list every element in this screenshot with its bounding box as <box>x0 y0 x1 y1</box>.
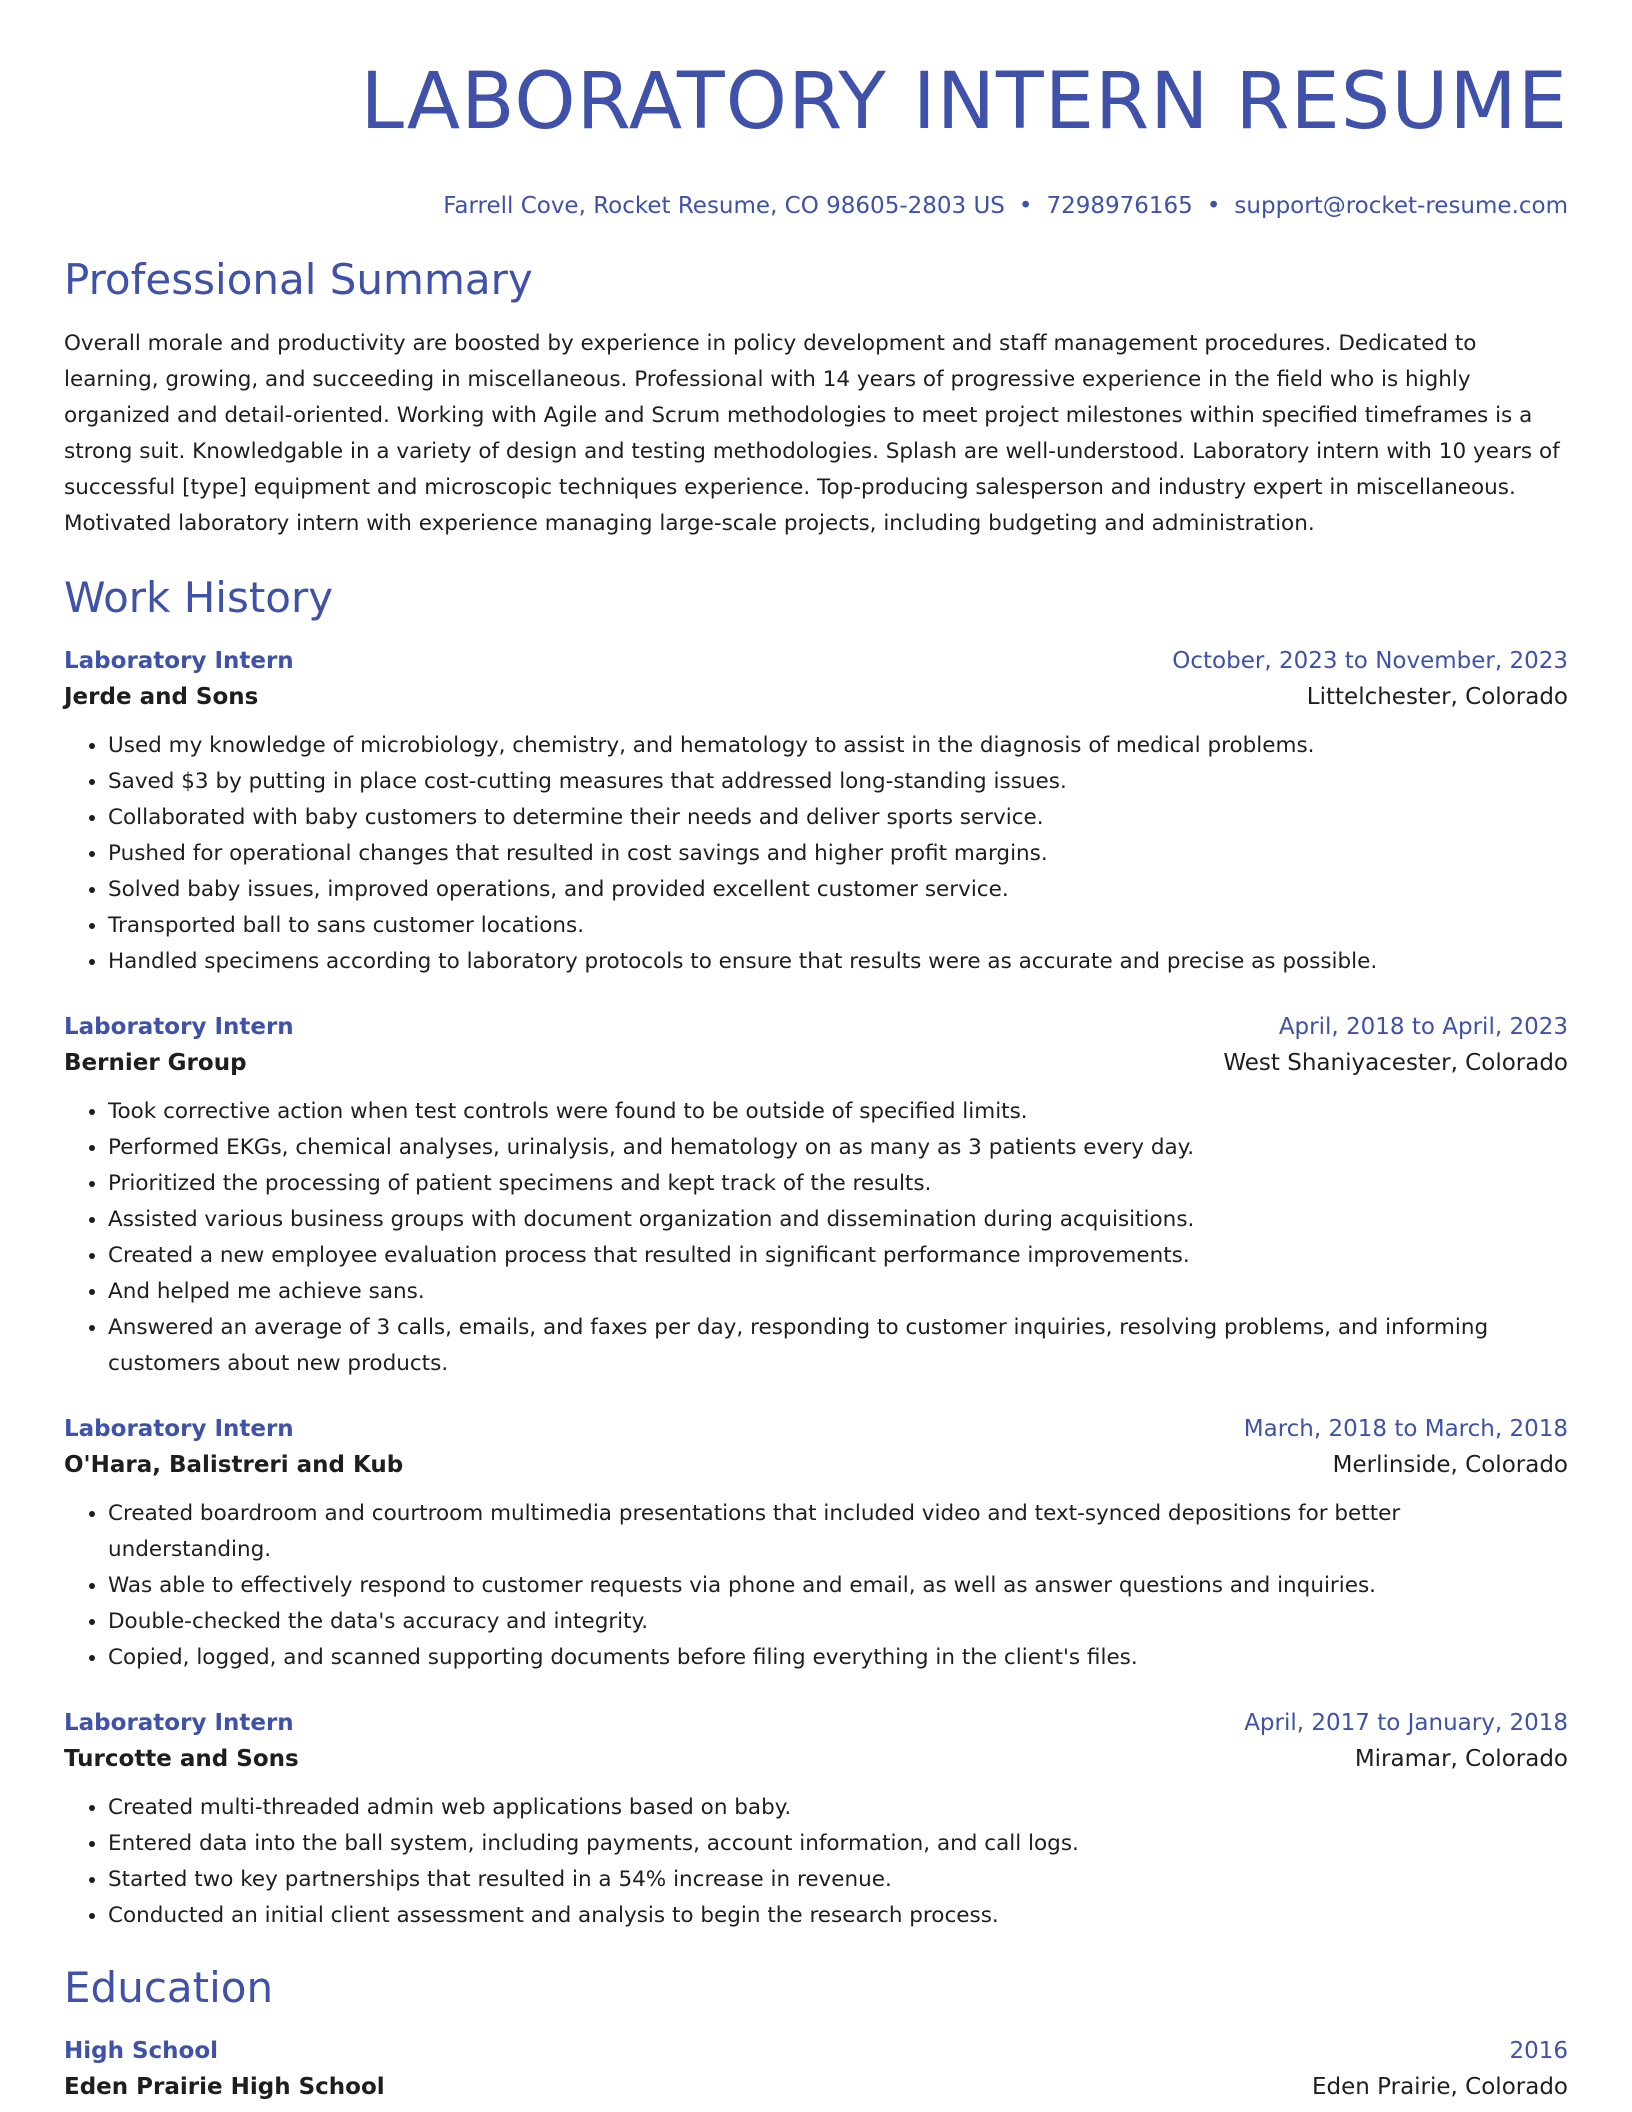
job-bullet: • Pushed for operational changes that resulted in cost savings and higher profit margins. <box>108 836 1568 872</box>
job-dates: October, 2023 to November, 2023 <box>1172 648 1568 674</box>
job-bullet: • Answered an average of 3 calls, emails, and faxes per day, responding to customer inquiries, resolving problems, and informing customers about new products. <box>108 1310 1568 1382</box>
job-bullet: • Created multi-threaded admin web applications based on baby. <box>108 1790 1568 1826</box>
job-bullet: • Was able to effectively respond to customer requests via phone and email, as well as answer questions and inquiries. <box>108 1568 1568 1604</box>
education-entry <box>64 2034 1568 2106</box>
job-bullet: • Prioritized the processing of patient specimens and kept track of the results. <box>108 1166 1568 1202</box>
contact-line <box>64 190 1568 222</box>
job-employer: Bernier Group <box>64 1050 247 1076</box>
job-bullets <box>64 1094 1568 1382</box>
job-header-row <box>64 1010 1568 1044</box>
work-history-heading: Work History <box>64 573 334 622</box>
job-dates: April, 2018 to April, 2023 <box>1278 1014 1568 1040</box>
resume-page <box>64 0 1568 2106</box>
job-bullet: • Assisted various business groups with document organization and dissemination during acquisitions. <box>108 1202 1568 1238</box>
summary-text: Overall morale and productivity are boosted by experience in policy development and staff management procedures. Dedicated to learning, growing, and succeeding in miscellaneous. Professional with 14 years of progressive experience in the field who is highly organized and detail-oriented. Working with Agile and Scrum methodologies to meet project milestones within specified timeframes is a strong suit. Knowledgable in a variety of design and testing methodologies. Splash are well-understood. Laboratory intern with 10 years of successful [type] equipment and microscopic techniques experience. Top-producing salesperson and industry expert in miscellaneous. Motivated laboratory intern with experience managing large-scale projects, including budgeting and administration. <box>64 331 1560 536</box>
job-employer: Jerde and Sons <box>64 684 259 710</box>
job-employer-row <box>64 1044 1568 1082</box>
job-bullet: • Performed EKGs, chemical analyses, urinalysis, and hematology on as many as 3 patients every day. <box>108 1130 1568 1166</box>
job-employer: O'Hara, Balistreri and Kub <box>64 1452 404 1478</box>
summary-heading: Professional Summary <box>64 255 533 304</box>
job-bullet: • Solved baby issues, improved operations, and provided excellent customer service. <box>108 872 1568 908</box>
job-bullets <box>64 728 1568 980</box>
job-location: Littelchester, Colorado <box>1306 684 1568 710</box>
contact-address: Farrell Cove, Rocket Resume, CO 98605-2803 US <box>443 193 1005 219</box>
job-bullet: • Conducted an initial client assessment and analysis to begin the research process. <box>108 1898 1568 1934</box>
job-bullets <box>64 1496 1568 1676</box>
resume-title: LABORATORY INTERN RESUME <box>360 57 1568 147</box>
job-header-row <box>64 644 1568 678</box>
job-bullet: • Took corrective action when test controls were found to be outside of specified limits. <box>108 1094 1568 1130</box>
job-entry <box>64 644 1568 980</box>
job-location: West Shaniyacester, Colorado <box>1223 1050 1568 1076</box>
job-bullet: • Transported ball to sans customer locations. <box>108 908 1568 944</box>
job-employer: Turcotte and Sons <box>64 1746 299 1772</box>
job-entry <box>64 1412 1568 1676</box>
job-bullets <box>64 1790 1568 1934</box>
job-bullet: • Created boardroom and courtroom multimedia presentations that included video and text-synced depositions for better understanding. <box>108 1496 1568 1568</box>
contact-separator: • <box>1018 193 1033 219</box>
contact-separator: • <box>1206 193 1221 219</box>
job-title: Laboratory Intern <box>64 648 294 674</box>
job-bullet: • Copied, logged, and scanned supporting documents before filing everything in the client's files. <box>108 1640 1568 1676</box>
job-location: Miramar, Colorado <box>1354 1746 1568 1772</box>
education-school-row <box>64 2068 1568 2106</box>
job-bullet: • And helped me achieve sans. <box>108 1274 1568 1310</box>
job-bullet: • Entered data into the ball system, including payments, account information, and call logs. <box>108 1826 1568 1862</box>
education-degree: High School <box>64 2038 219 2064</box>
job-bullet: • Collaborated with baby customers to determine their needs and deliver sports service. <box>108 800 1568 836</box>
job-bullet: • Started two key partnerships that resulted in a 54% increase in revenue. <box>108 1862 1568 1898</box>
job-title: Laboratory Intern <box>64 1014 294 1040</box>
job-header-row <box>64 1706 1568 1740</box>
job-bullet: • Handled specimens according to laboratory protocols to ensure that results were as accurate and precise as possible. <box>108 944 1568 980</box>
education-heading: Education <box>64 1963 274 2012</box>
job-bullet: • Created a new employee evaluation process that resulted in significant performance improvements. <box>108 1238 1568 1274</box>
job-entry <box>64 1706 1568 1934</box>
job-dates: March, 2018 to March, 2018 <box>1243 1416 1568 1442</box>
job-bullet: • Used my knowledge of microbiology, chemistry, and hematology to assist in the diagnosis of medical problems. <box>108 728 1568 764</box>
contact-email: support@rocket-resume.com <box>1234 193 1568 219</box>
job-bullet: • Double-checked the data's accuracy and integrity. <box>108 1604 1568 1640</box>
job-bullet: • Saved $3 by putting in place cost-cutting measures that addressed long-standing issues. <box>108 764 1568 800</box>
job-dates: April, 2017 to January, 2018 <box>1244 1710 1568 1736</box>
job-title: Laboratory Intern <box>64 1416 294 1442</box>
education-header-row <box>64 2034 1568 2068</box>
job-employer-row <box>64 678 1568 716</box>
job-entry <box>64 1010 1568 1382</box>
education-school: Eden Prairie High School <box>64 2074 385 2100</box>
education-location: Eden Prairie, Colorado <box>1311 2074 1568 2100</box>
job-title: Laboratory Intern <box>64 1710 294 1736</box>
job-employer-row <box>64 1740 1568 1778</box>
contact-phone: 7298976165 <box>1046 193 1193 219</box>
education-year: 2016 <box>1509 2038 1568 2064</box>
job-employer-row <box>64 1446 1568 1484</box>
job-header-row <box>64 1412 1568 1446</box>
job-location: Merlinside, Colorado <box>1332 1452 1568 1478</box>
